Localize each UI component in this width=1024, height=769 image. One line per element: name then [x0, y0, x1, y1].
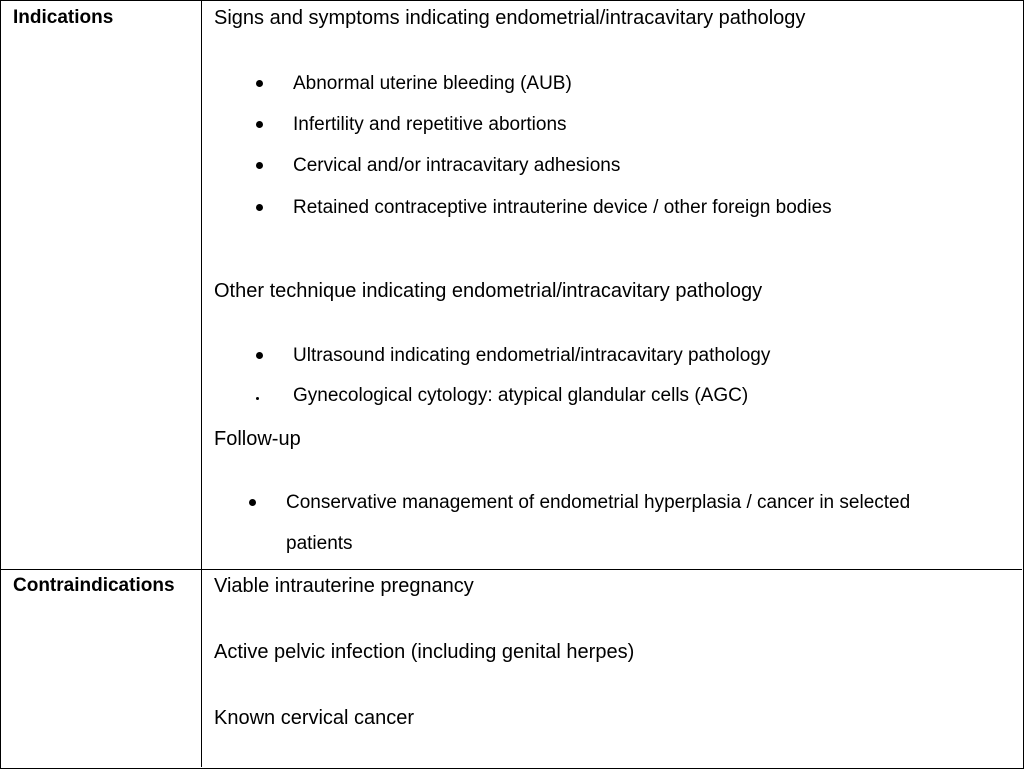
list-item: Conservative management of endometrial hyperplasia / cancer in selected: [286, 492, 911, 513]
list-item: Ultrasound indicating endometrial/intracavitary pathology: [293, 345, 771, 366]
list-item: Infertility and repetitive abortions: [293, 114, 567, 135]
contraindications-label: Contraindications: [13, 575, 175, 596]
bullet-icon: [256, 121, 263, 128]
bullet-icon: [256, 397, 259, 400]
list-item: Gynecological cytology: atypical glandular cells (AGC): [293, 385, 749, 406]
contraindication-item: Known cervical cancer: [214, 707, 415, 729]
list-item: Retained contraceptive intrauterine device / other foreign bodies: [293, 197, 832, 218]
row-divider: [0, 569, 1022, 570]
indications-label: Indications: [13, 7, 114, 28]
column-divider: [201, 0, 202, 767]
signs-heading: Signs and symptoms indicating endometrial/intracavitary pathology: [214, 7, 806, 29]
bullet-icon: [256, 162, 263, 169]
list-item: Cervical and/or intracavitary adhesions: [293, 155, 621, 176]
contraindication-item: Active pelvic infection (including genital herpes): [214, 641, 635, 663]
followup-heading: Follow-up: [214, 428, 301, 450]
bullet-icon: [256, 204, 263, 211]
bullet-icon: [256, 80, 263, 87]
list-item: Abnormal uterine bleeding (AUB): [293, 73, 572, 94]
contraindication-item: Viable intrauterine pregnancy: [214, 575, 474, 597]
technique-heading: Other technique indicating endometrial/intracavitary pathology: [214, 280, 763, 302]
list-item-continuation: patients: [286, 533, 353, 554]
bullet-icon: [256, 352, 263, 359]
bullet-icon: [249, 499, 256, 506]
